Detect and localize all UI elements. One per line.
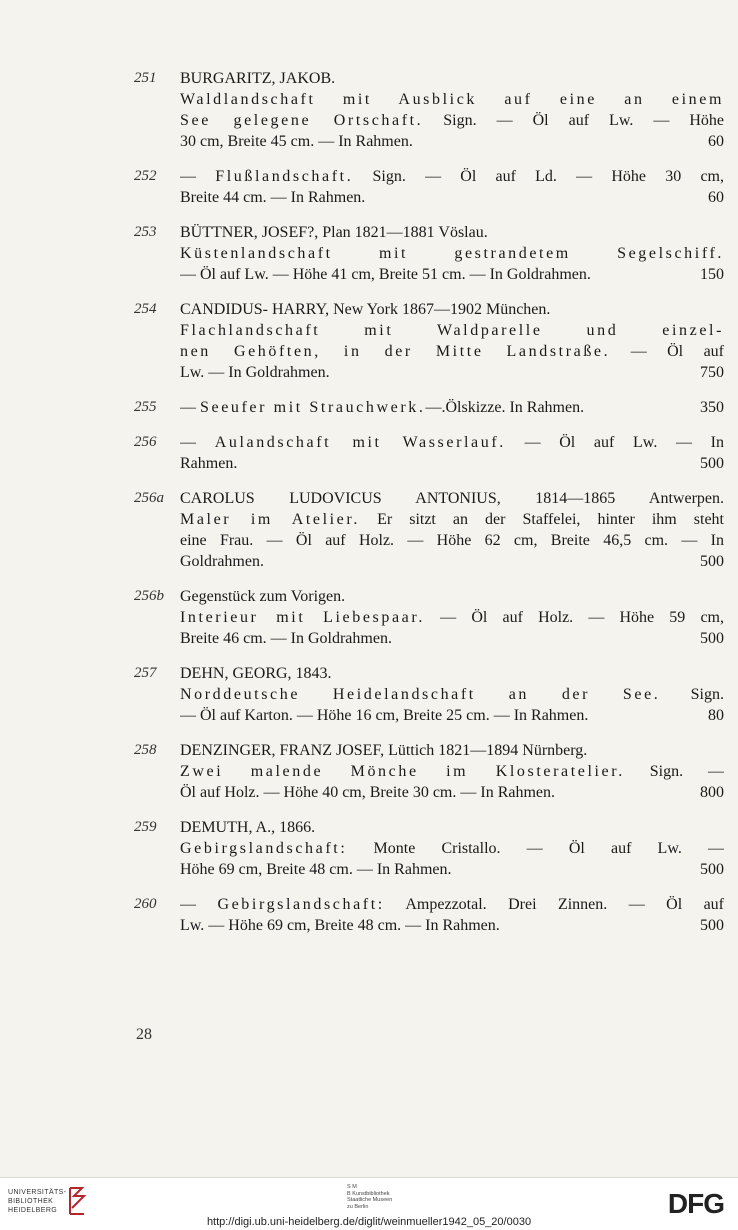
price: 60 [708, 133, 724, 150]
entry-line [180, 859, 724, 880]
line-segment: — Öl auf Holz. — Höhe 59 cm, [425, 609, 724, 626]
entry-line [180, 341, 724, 362]
artwork-title: Waldlandschaft mit Ausblick auf eine an einem [180, 91, 724, 108]
entry-number: 254 [134, 301, 157, 317]
catalog-entry [134, 166, 724, 208]
artwork-title: nen Gehöften, in der Mitte Landstraße. [180, 343, 611, 360]
entry-text [180, 488, 724, 572]
line-segment: DENZINGER, FRANZ JOSEF, Lüttich 1821—1894 Nürnberg. [180, 742, 588, 759]
library-logo-line: HEIDELBERG [8, 1207, 58, 1214]
catalog-entry [134, 817, 724, 880]
entry-line [180, 264, 724, 285]
entry-line [180, 68, 724, 89]
line-segment: — Öl auf Lw. — Höhe 41 cm, Breite 51 cm. — In Goldrahmen. [180, 266, 591, 283]
line-text [180, 224, 488, 241]
artwork-title: Küstenlandschaft mit gestrandetem Segelschiff. [180, 245, 724, 262]
entry-line [180, 397, 724, 418]
line-text [180, 434, 724, 451]
entry-line [180, 89, 724, 110]
entry-number: 251 [134, 70, 157, 86]
line-text [180, 245, 724, 262]
entry-number: 260 [134, 896, 157, 912]
line-segment: Sign. — Öl auf Ld. — Höhe 30 cm, [353, 168, 724, 185]
line-segment: —.Ölskizze. In Rahmen. [425, 399, 585, 416]
line-text [180, 70, 335, 87]
line-text [180, 859, 452, 880]
catalog-entry [134, 586, 724, 649]
line-segment: — Öl auf Karton. — Höhe 16 cm, Breite 25 cm. — In Rahmen. [180, 707, 589, 724]
entry-line [180, 663, 724, 684]
line-text [180, 915, 500, 936]
page-number: 28 [136, 1026, 152, 1043]
entry-line [180, 187, 724, 208]
line-text [180, 609, 724, 626]
entry-line [180, 817, 724, 838]
line-text [180, 168, 724, 185]
line-segment: Sign. — Öl auf Lw. — Höhe [423, 112, 724, 129]
entry-line [180, 432, 724, 453]
line-text [180, 112, 724, 129]
line-segment: — [180, 434, 215, 451]
price: 750 [700, 364, 724, 381]
catalog-entry [134, 68, 724, 152]
entry-line [180, 761, 724, 782]
entry-text [180, 166, 724, 208]
entry-number: 256b [134, 588, 164, 604]
line-text [180, 264, 591, 285]
center-logo-line: S M [347, 1184, 357, 1190]
line-text [180, 686, 724, 703]
line-segment: — Öl auf [610, 343, 724, 360]
line-text [180, 343, 724, 360]
catalog-entry [134, 432, 724, 474]
entry-line [180, 166, 724, 187]
entry-text [180, 817, 724, 880]
line-segment: CAROLUS LUDOVICUS ANTONIUS, 1814—1865 Antwerpen. [180, 490, 724, 507]
line-text [180, 362, 330, 383]
line-segment: Sign. — [624, 763, 724, 780]
line-segment: Ampezzotal. Drei Zinnen. — Öl auf [384, 896, 724, 913]
entry-text [180, 894, 724, 936]
entry-line [180, 131, 724, 152]
entry-text [180, 740, 724, 803]
entry-line [180, 551, 724, 572]
line-segment: BÜTTNER, JOSEF?, Plan 1821—1881 Vöslau. [180, 224, 488, 241]
entry-text [180, 222, 724, 285]
catalog-entry [134, 740, 724, 803]
entry-number: 256 [134, 434, 157, 450]
library-emblem-icon [66, 1186, 88, 1216]
artwork-title: Zwei malende Mönche im Klosteratelier. [180, 763, 625, 780]
line-segment: Breite 46 cm. — In Goldrahmen. [180, 630, 392, 647]
line-text [180, 301, 550, 318]
line-segment: Monte Cristallo. — Öl auf Lw. — [347, 840, 724, 857]
entry-line [180, 915, 724, 936]
entry-line [180, 299, 724, 320]
entry-line [180, 453, 724, 474]
entry-number: 259 [134, 819, 157, 835]
dfg-logo[interactable]: DFG [667, 1188, 724, 1219]
artwork-title: See gelegene Ortschaft. [180, 112, 424, 129]
entry-line [180, 782, 724, 803]
line-text [180, 763, 724, 780]
price: 800 [700, 784, 724, 801]
line-text [180, 782, 555, 803]
entry-text [180, 68, 724, 152]
entry-number: 258 [134, 742, 157, 758]
line-text [180, 551, 264, 572]
line-segment: eine Frau. — Öl auf Holz. — Höhe 62 cm, Breite 46,5 cm. — In [180, 532, 724, 549]
line-segment: DEHN, GEORG, 1843. [180, 665, 332, 682]
line-segment: Rahmen. [180, 455, 238, 472]
price: 350 [700, 399, 724, 416]
entry-line [180, 320, 724, 341]
price: 60 [708, 189, 724, 206]
line-segment: BURGARITZ, JAKOB. [180, 70, 336, 87]
entry-line [180, 684, 724, 705]
artwork-title: Seeufer mit Strauchwerk. [200, 399, 426, 416]
catalog-entry [134, 663, 724, 726]
line-text [180, 187, 365, 208]
line-text [180, 588, 345, 605]
line-segment: DEMUTH, A., 1866. [180, 819, 316, 836]
line-segment: Lw. — In Goldrahmen. [180, 364, 330, 381]
catalog-entries [134, 68, 724, 950]
page-url-link[interactable]: http://digi.ub.uni-heidelberg.de/diglit/weinmueller1942_05_20/0030 [206, 1216, 532, 1228]
price: 150 [700, 266, 724, 283]
line-text [180, 322, 724, 339]
artwork-title: Interieur mit Liebespaar. [180, 609, 426, 626]
line-segment: Lw. — Höhe 69 cm, Breite 48 cm. — In Rahmen. [180, 917, 500, 934]
entry-line [180, 607, 724, 628]
price: 500 [700, 917, 724, 934]
entry-text [180, 663, 724, 726]
line-segment: — [180, 399, 200, 416]
artwork-title: Flußlandschaft. [215, 168, 354, 185]
entry-line [180, 586, 724, 607]
entry-number: 255 [134, 399, 157, 415]
price: 500 [700, 553, 724, 570]
entry-line [180, 362, 724, 383]
viewer-footer [0, 1177, 738, 1230]
entry-number: 253 [134, 224, 157, 240]
entry-line [180, 243, 724, 264]
entry-number: 256a [134, 490, 164, 506]
entry-line [180, 740, 724, 761]
line-text [180, 131, 413, 152]
line-text [180, 397, 584, 418]
line-text [180, 840, 724, 857]
line-segment: Goldrahmen. [180, 553, 264, 570]
entry-line [180, 530, 724, 551]
artwork-title: Gebirgslandschaft: [217, 896, 385, 913]
entry-line [180, 894, 724, 915]
line-text [180, 705, 588, 726]
entry-line [180, 509, 724, 530]
entry-line [180, 222, 724, 243]
line-segment: — Öl auf Lw. — In [505, 434, 724, 451]
artwork-title: Norddeutsche Heidelandschaft an der See. [180, 686, 661, 703]
price: 500 [700, 861, 724, 878]
entry-text [180, 397, 724, 418]
library-logo-line: BIBLIOTHEK [8, 1198, 54, 1205]
entry-number: 257 [134, 665, 157, 681]
line-segment: Er sitzt an der Staffelei, hinter ihm steht [360, 511, 724, 528]
entry-line [180, 838, 724, 859]
line-text [180, 453, 237, 474]
artwork-title: Maler im Atelier. [180, 511, 361, 528]
line-text [180, 819, 315, 836]
catalog-entry [134, 397, 724, 418]
line-segment: 30 cm, Breite 45 cm. — In Rahmen. [180, 133, 413, 150]
entry-text [180, 299, 724, 383]
line-text [180, 532, 724, 549]
line-segment: Gegenstück zum Vorigen. [180, 588, 346, 605]
entry-text [180, 586, 724, 649]
line-text [180, 742, 587, 759]
artwork-title: Gebirgslandschaft: [180, 840, 348, 857]
entry-line [180, 110, 724, 131]
catalog-entry [134, 222, 724, 285]
entry-number: 252 [134, 168, 157, 184]
line-text [180, 896, 724, 913]
price: 500 [700, 630, 724, 647]
library-logo-line: UNIVERSITÄTS- [8, 1189, 67, 1196]
line-text [180, 628, 392, 649]
center-logo-line: Staatliche Museen [347, 1197, 393, 1203]
center-logo-line: zu Berlin [347, 1203, 369, 1210]
artwork-title: Flachlandschaft mit Waldparelle und einzel- [180, 322, 724, 339]
catalog-entry [134, 299, 724, 383]
kunstbibliothek-logo [347, 1184, 392, 1210]
artwork-title: Aulandschaft mit Wasserlauf. [214, 434, 506, 451]
line-text [180, 91, 724, 108]
line-segment: — [180, 168, 216, 185]
line-segment: CANDIDUS- HARRY, New York 1867—1902 München. [180, 301, 551, 318]
catalog-entry [134, 488, 724, 572]
price: 80 [708, 707, 724, 724]
university-library-logo[interactable] [8, 1188, 66, 1215]
line-segment: — [180, 896, 218, 913]
price: 500 [700, 455, 724, 472]
line-segment: Breite 44 cm. — In Rahmen. [180, 189, 366, 206]
center-logo-line: B Kunstbibliothek [347, 1190, 390, 1197]
catalog-entry [134, 894, 724, 936]
line-segment: Öl auf Holz. — Höhe 40 cm, Breite 30 cm. — In Rahmen. [180, 784, 556, 801]
line-text [180, 490, 724, 507]
line-text [180, 665, 332, 682]
line-text [180, 511, 724, 528]
line-segment: Höhe 69 cm, Breite 48 cm. — In Rahmen. [180, 861, 452, 878]
entry-line [180, 488, 724, 509]
line-segment: Sign. [660, 686, 724, 703]
entry-line [180, 628, 724, 649]
entry-text [180, 432, 724, 474]
entry-line [180, 705, 724, 726]
